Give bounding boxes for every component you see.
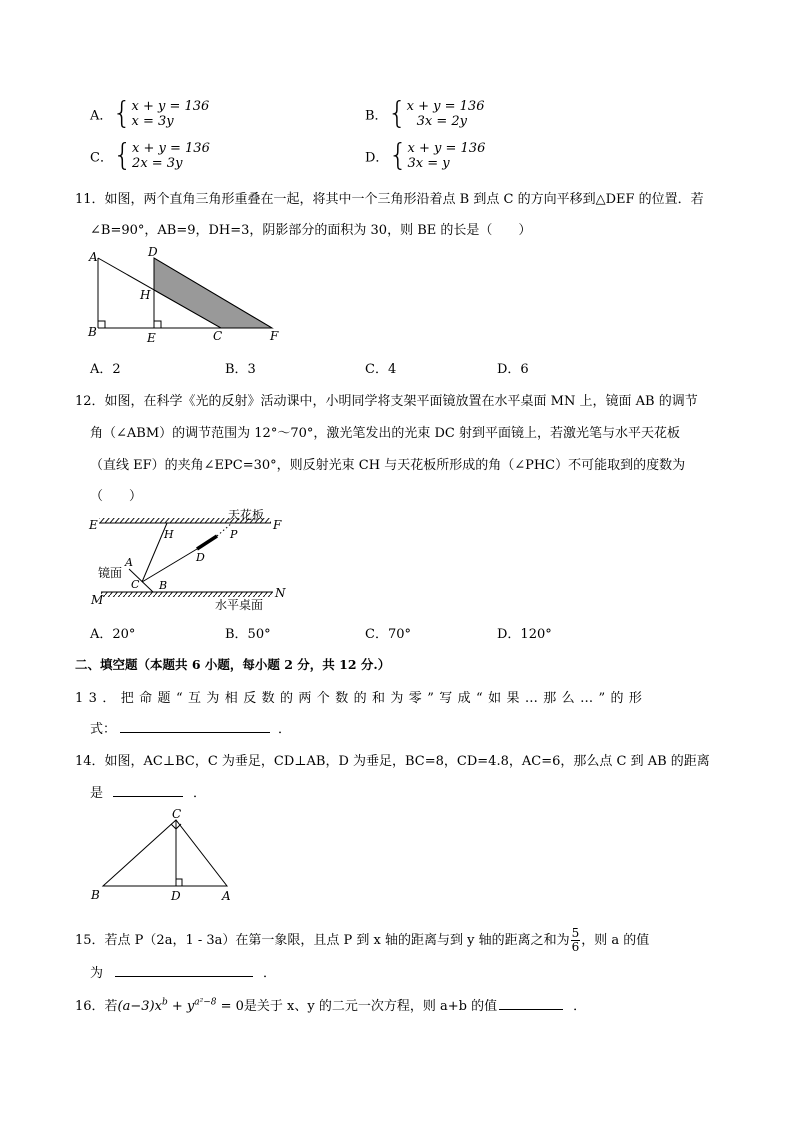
- q10-option-a: A．{x + y = 136 x = 3y: [90, 96, 210, 131]
- right-angle-e: [154, 321, 161, 328]
- q12-figure: [85, 505, 295, 615]
- equation: x + y = 136: [131, 99, 210, 114]
- label-a: A: [125, 556, 133, 569]
- label-c: C: [172, 808, 182, 821]
- section-heading: 二、填空题（本题共 6 小题，每小题 2 分，共 12 分.）: [75, 657, 391, 672]
- label-ceiling: 天花板: [228, 508, 265, 522]
- q13-text-line1: 13．把命题“互为相反数的两个数的和为零”写成“如果…那么…”的形: [75, 691, 648, 706]
- label-c: C: [213, 329, 223, 343]
- brace: {: [388, 138, 408, 173]
- equation: 3x = y: [407, 156, 450, 171]
- laser-pen: [197, 536, 217, 549]
- label-h: H: [140, 288, 151, 302]
- answer-blank[interactable]: [113, 784, 183, 797]
- answer-blank[interactable]: [499, 997, 563, 1010]
- label-a: A: [89, 250, 98, 264]
- answer-blank[interactable]: [120, 720, 270, 733]
- q11-option-c: C．4: [365, 362, 397, 377]
- q15-text-line1: 15．若点 P（2a，1 - 3a）在第一象限，且点 P 到 x 轴的距离与到 y 轴的距离之和为 $\frac{5}{6}$ ，则 a 的值: [75, 926, 650, 954]
- equation: x = 3y: [131, 114, 174, 129]
- triangle-abc: [103, 820, 227, 886]
- label-d: D: [171, 889, 181, 903]
- beam-dc: [142, 549, 197, 582]
- q12-option-a: A．20°: [90, 627, 136, 642]
- brace: {: [112, 138, 133, 173]
- q12-text-line1: 12．如图，在科学《光的反射》活动课中，小明同学将支架平面镜放置在水平桌面 MN 上，镜面 AB 的调节: [75, 394, 698, 409]
- label-m: M: [91, 593, 104, 607]
- label-d: D: [196, 551, 205, 564]
- equation: x + y = 136: [407, 141, 486, 156]
- label-table: 水平桌面: [215, 598, 264, 612]
- q12-text-line3: （直线 EF）的夹角∠EPC=30°，则反射光束 CH 与天花板所形成的角（∠PHC）不可能取到的度数为: [90, 458, 686, 473]
- q11-option-d: D．6: [497, 362, 529, 377]
- q12-option-b: B．50°: [225, 627, 271, 642]
- q11-text-line2: ∠B=90°，AB=9，DH=3，阴影部分的面积为 30，则 BE 的长是（ ）: [90, 223, 532, 238]
- label-c: C: [131, 578, 140, 591]
- label-f: F: [270, 329, 279, 343]
- equation: 3x = 2y: [416, 114, 468, 129]
- right-angle-b: [98, 321, 105, 328]
- q14-text-line2: 是 ．: [90, 786, 207, 801]
- q10-option-c: C．{x + y = 136 2x = 3y: [90, 138, 210, 173]
- q11-option-b: B．3: [225, 362, 256, 377]
- q12-option-c: C．70°: [365, 627, 411, 642]
- q12-text-line2: 角（∠ABM）的调节范围为 12°～70°，激光笔发出的光束 DC 射到平面镜上，若激光笔与水平天花板: [90, 426, 680, 441]
- label-e: E: [147, 331, 156, 344]
- brace: {: [112, 96, 132, 131]
- label-mirror: 镜面: [98, 566, 123, 580]
- q12-text-line4: （ ）: [90, 489, 143, 504]
- brace: {: [387, 96, 407, 131]
- label-n: N: [275, 586, 286, 600]
- answer-blank[interactable]: [115, 964, 253, 977]
- q12-option-d: D．120°: [497, 627, 552, 642]
- label-h: H: [164, 528, 174, 541]
- q16-text: 16．若$(a-3)x^b + y^{a^2-8} = 0$是关于 x、y 的二元一次方程，则 a+b 的值 ．: [75, 997, 587, 1014]
- label-b: B: [88, 325, 97, 339]
- equation: $(a-3)x^b + y^{a^2-8} = 0$: [117, 997, 244, 1014]
- table-hatch: [101, 592, 273, 597]
- equation: x + y = 136: [132, 141, 210, 156]
- label-f: F: [273, 518, 282, 532]
- label-p: P: [230, 528, 238, 541]
- q14-text-line1: 14．如图，AC⊥BC，C 为垂足，CD⊥AB，D 为垂足，BC=8，CD=4.8，AC=6，那么点 C 到 AB 的距离: [75, 754, 710, 769]
- q13-text-line2: 式： ．: [90, 722, 292, 737]
- right-angle-d: [176, 879, 182, 886]
- label-a: A: [222, 889, 231, 903]
- q14-figure: [85, 808, 245, 908]
- q11-text-line1: 11．如图，两个直角三角形重叠在一起，将其中一个三角形沿着点 B 到点 C 的方向平移到△DEF 的位置．若: [75, 192, 704, 207]
- q15-text-line2: 为 ．: [90, 966, 277, 981]
- fraction: $\frac{5}{6}$: [571, 926, 580, 954]
- q11-option-a: A．2: [90, 362, 121, 377]
- equation: x + y = 136: [406, 99, 485, 114]
- q11-figure: [85, 244, 285, 344]
- q10-option-d: D．{x + y = 136 3x = y: [365, 138, 486, 173]
- q10-option-b: B．{x + y = 136 3x = 2y: [365, 96, 485, 131]
- label-e: E: [89, 518, 98, 532]
- equation: 2x = 3y: [132, 156, 183, 171]
- label-b: B: [159, 579, 168, 592]
- label-d: D: [148, 245, 158, 259]
- label-b: B: [91, 888, 100, 902]
